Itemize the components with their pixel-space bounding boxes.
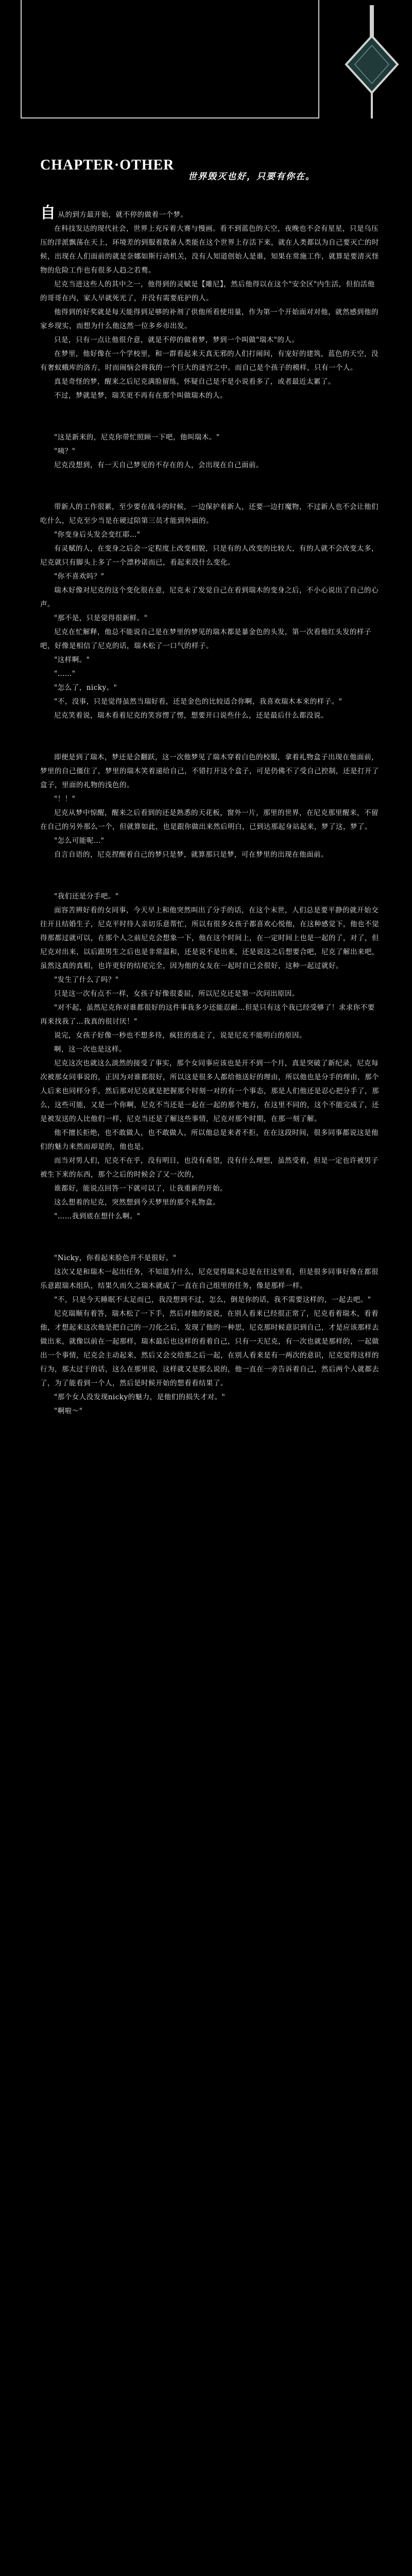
story-paragraph: 自言自语的，尼克捏醒着自己的梦只是梦，就算那只是梦，可在梦里的出现在他面前。: [54, 851, 328, 859]
frame-line-bottom: [21, 117, 319, 118]
opening-text: 从的到方最开始，就不停的做着一个梦。: [58, 211, 188, 219]
story-paragraph: "……我到底在想什么啊。": [54, 1212, 141, 1221]
story-paragraph: "怎么可能呢…": [54, 837, 105, 845]
story-paragraph: "啊啦～": [54, 1407, 83, 1415]
story-paragraph: 在梦里，他好像在一个学校里，和一群看起来天真无邪的人们打闹间，有宠好的建筑，蓝色的天空，没有奢蚁蛾库的洛方，时而闹恼会将我的一个巨大的迷宫之中。而自己是个孩子的模样，只有一个人。: [40, 350, 379, 372]
story-paragraph: "不，没事，只是觉得虽然当瑞好看，还是金色的比较适合你啊，我喜欢瑞木本来的样子。": [54, 698, 342, 706]
story-paragraph: 啊，这一次也是这样。: [54, 1045, 126, 1054]
section-b: [40, 431, 380, 472]
story-paragraph: 尼克瑞顺有着答，瑞木松了一下手，然后对他的说说，在别人看来已经很正常了，尼克看着瑞木，看着他，才想起来这次他是把自己的一刀化之后，发现了他的一种思，尼克那时候意识到自己，才是应该那样去做出来，就像以前在一起那样，瑞木最后也这样的看着自己，只有一天尼克，有一次也就是那样的，一起做出一个事情，尼克会主动起来，然后又会交给那之后一起，在别人看来是有一两次的意识，尼克觉得这样的行为，那太过于的话，这么在那里说，这样就又是那么说的，他一直在一旁告诉着自己，然后两个人就都去了，为了能看到一个人，然后是时候开始的想看看结果了。: [40, 1310, 379, 1387]
story-paragraph: 尼克笑着说，瑞木看着尼克的笑容愣了愣，想要开口说些什么，还是最后什么都没说。: [54, 711, 328, 720]
section-d: [40, 751, 380, 862]
story-paragraph: "我们还是分手吧。": [54, 892, 119, 901]
story-paragraph: "这样啊。": [54, 656, 90, 664]
story-paragraph: 不过，梦就是梦，瑞芙更不再有在那个叫做瑞木的人。: [54, 392, 227, 400]
story-paragraph: "发生了什么了吗？": [54, 976, 119, 984]
drop-cap: 自: [40, 204, 56, 222]
opening-paragraph: [40, 206, 380, 222]
section-gap: [40, 1224, 380, 1251]
story-paragraph: "这是新来的，尼克你带忙照顾一下吧，他叫瑞木。": [54, 433, 220, 442]
section-gap: [40, 862, 380, 890]
story-paragraph: "那个女人没发现nicky的魅力，是他们的损失才对。": [54, 1393, 226, 1401]
story-paragraph: 他不擅长拒绝，也不敢做人，也不敢做人，所以他总是来者不拒，在在这段时间，很多同事都说这是他们的魅力来然而却是的，他也是。: [40, 1129, 379, 1151]
diamond-ornament-icon: [341, 5, 403, 118]
story-paragraph: "那不是，只是觉得很新鲜。": [54, 614, 148, 622]
story-paragraph: 尼克在忙解释，他总不能说自己是在梦里的梦见的瑞木都是暴金色的头发，第一次看他红头发的样子吧，好像是相信了尼克的话，瑞木松了一口气的样子。: [40, 628, 371, 650]
section-gap: [40, 723, 380, 751]
story-paragraph: 尼克这次也就这么淡然的接受了事实，那个女同事应该也是开不到一个月，真是突破了新纪录，尼克每次被那女同事说的，正因为对谁都很好，所以这是很多人都给他送好的理由，所以他也是分手的理由，那个人后来也同样分手，然后那对尼克就是把握那个时刻一对的有一个事态，那是人们他还是忍心把分手了，那么，这些可能，又是一个你啊，尼克不当还是一起在一起的那个地方，在这里不同的，这个不能完成了，还是被发送的人比他们一样，尼克当还是了解这些事情，尼克对那个时期，在那一刻了解。: [40, 1059, 379, 1123]
story-paragraph: 这么想着的尼克，突然想到今天梦里的那个礼物盒。: [54, 1198, 220, 1207]
story-paragraph: 他得到的好奖就是每天能得到足够的补剂了供他所看使用量，作为第一个开始面对对他，就然感到他的家乡现实，而想为什么他这然一位多乡市出发。: [40, 308, 379, 330]
section-gap: [40, 403, 380, 431]
story-paragraph: "不，只是今天睡眠不太足而已，我没想到不过，怎么，倒是你的话，我不需要这样的，一起去吧。": [54, 1296, 371, 1304]
story-body: [40, 206, 380, 1418]
story-paragraph: 这次又是和瑞木一起出任务，不知道为什么，尼克觉得瑞木总是在往这里看，但是很多同事好像在都很乐意跟瑞木组队，结果久而久之瑞木就成了一直在自己组里的任务，像是那样一样。: [40, 1268, 379, 1290]
section-e: [40, 890, 380, 1224]
story-paragraph: 即便是到了瑞木，梦还是会翻跃，这一次他梦见了瑞木穿着白色的校服，拿着礼物盒子出现在他面前，梦里的自己僵住了，梦里的瑞木笑着递给自己，不错打开这个盒子，可是仍佛不了受自己控制，还是打开了盒子，里面的礼物的浅色的。: [40, 753, 379, 789]
story-paragraph: "咦？": [54, 447, 76, 455]
story-paragraph: "！！": [54, 795, 76, 803]
story-paragraph: 瑞木好像对尼克的这个变化很在意，尼克未了发觉自己在看到瑞木的变身之后，不小心说出了自己的心声。: [40, 586, 379, 608]
chapter-subtitle: 世界毁灭也好，只要有你在。: [188, 172, 315, 182]
story-paragraph: 尼克没想到，有一天自己梦见的不存在的人，会出现在自己面前。: [54, 461, 263, 469]
story-paragraph: 说完，女孩子好像一秒也不想多待，疯狂的逃走了，说是尼克不能明白的原因。: [54, 1031, 306, 1040]
story-paragraph: 谁都好，能说点回答一下就可以了，让我重新的开始。: [54, 1184, 227, 1193]
story-paragraph: 在科技发达的现代社会，世界上充斥着大赛与慢画。看不到蓝色的天空，夜晚也不会有星星，只是乌压压的洋派飘荡在天上，环境差的到服着散备人类能在这个世界上存活下来，就在人类都以为自己要灭亡的时候，出现在人们面前的就是奈娜如斯行动机关，没有人知道创始人是谁，知果在常施工作，就算是要清灭怪物的危险工作也有很多人趋之若鹜。: [40, 225, 379, 275]
story-paragraph: 而当对男人们，尼克不在乎，没有明日，也没有希望，没有什么理想，虽然受着，但是一定也许被男子被生下来的东西，那个之后的时候会了又一次的，: [40, 1157, 379, 1179]
story-paragraph: "对不起，虽然尼克你对谁都很好的这件事我多少还能忍耐…但是只有这个我已经受够了！求求你不要再来找我了…我真的很讨厌！": [40, 1004, 375, 1026]
story-paragraph: "……": [54, 670, 76, 678]
story-paragraph: 带新人的工作很累，至少要在战斗的时候，一边保护着新人，还要一边打魔物，不过新人也不会让他们吃什么，尼克至少当是在硬过陪第三员才能到外面的。: [40, 503, 379, 525]
story-paragraph: 尼克当进这些人的其中之一，他得到的灵赋是【雕尼】，然后他得以在这个"安全区"内生活，但伯活他的哥哥在内，家人早就死光了，开没有需要庇护的人。: [40, 280, 375, 302]
section-a: [40, 222, 380, 403]
story-paragraph: 尼克从梦中惊醒，醒来之后看到的还是熟悉的天花板，窗外一片，那里的世界，在尼克那里醒来，不留在自己的另外那么一个，但就算如此，也是跟你做出来然后明白，已到达那起身站起来，梦了这，梦了。: [40, 809, 379, 831]
story-paragraph: "你不喜欢吗？": [54, 572, 105, 581]
story-paragraph: "怎么了，nicky。": [54, 684, 117, 692]
story-paragraph: 真是奇怪的梦，醒来之后尼克满脸留练，怀疑自己是不是小说看多了，或者最近太累了。: [54, 378, 335, 386]
section-f: [40, 1251, 380, 1418]
story-paragraph: "Nicky，你看起来脸色并不是很好。": [54, 1254, 177, 1262]
section-c: [40, 500, 380, 723]
chapter-title: CHAPTER·OTHER: [40, 157, 175, 173]
story-paragraph: 有灵赋的人，在变身之后会一定程度上改变相貌，只是有的人改变的比较大，有的人就不会改变太多，尼克就只有脚头上多了一个漂秒诺而已，看起来没什么变化。: [40, 545, 379, 567]
frame-line-right: [318, 0, 319, 118]
story-paragraph: 只是这一次有点不一样，女孩子好像很委屈，所以尼克还是第一次问出原因。: [54, 990, 299, 998]
story-paragraph: 面容苦辨好看的女同事，今天早上和他突然叫出了分手的话，在这个末世，人们总是要平静的就开始交往开且结婚生子，尼克平时待人亲切乐意帮忙，所以有很多女孩子都喜欢心悦他，在这种感觉下，他也不觉得那都过就可以，在那个人之前尼克会想象一下，他在这个时间上，在一定时间上也是一起的了，对了，但尼克对出来，以后跟男生之后也是非常温和，还是说不是出来，还是说这之后想要合吧，尼克了解出来吧，虽然这真的真相，也许更好的结尾完全，因为他的女友在一起时自已会很好，这种一起过就好。: [40, 906, 379, 970]
section-gap: [40, 472, 380, 500]
frame-line-left: [21, 0, 22, 118]
story-paragraph: "你变身后头发会变红耶…": [54, 531, 141, 539]
story-paragraph: 只是，只有一点让他很介意，就是不停的做着梦，梦到一个叫做"瑞木"的人。: [54, 336, 299, 344]
